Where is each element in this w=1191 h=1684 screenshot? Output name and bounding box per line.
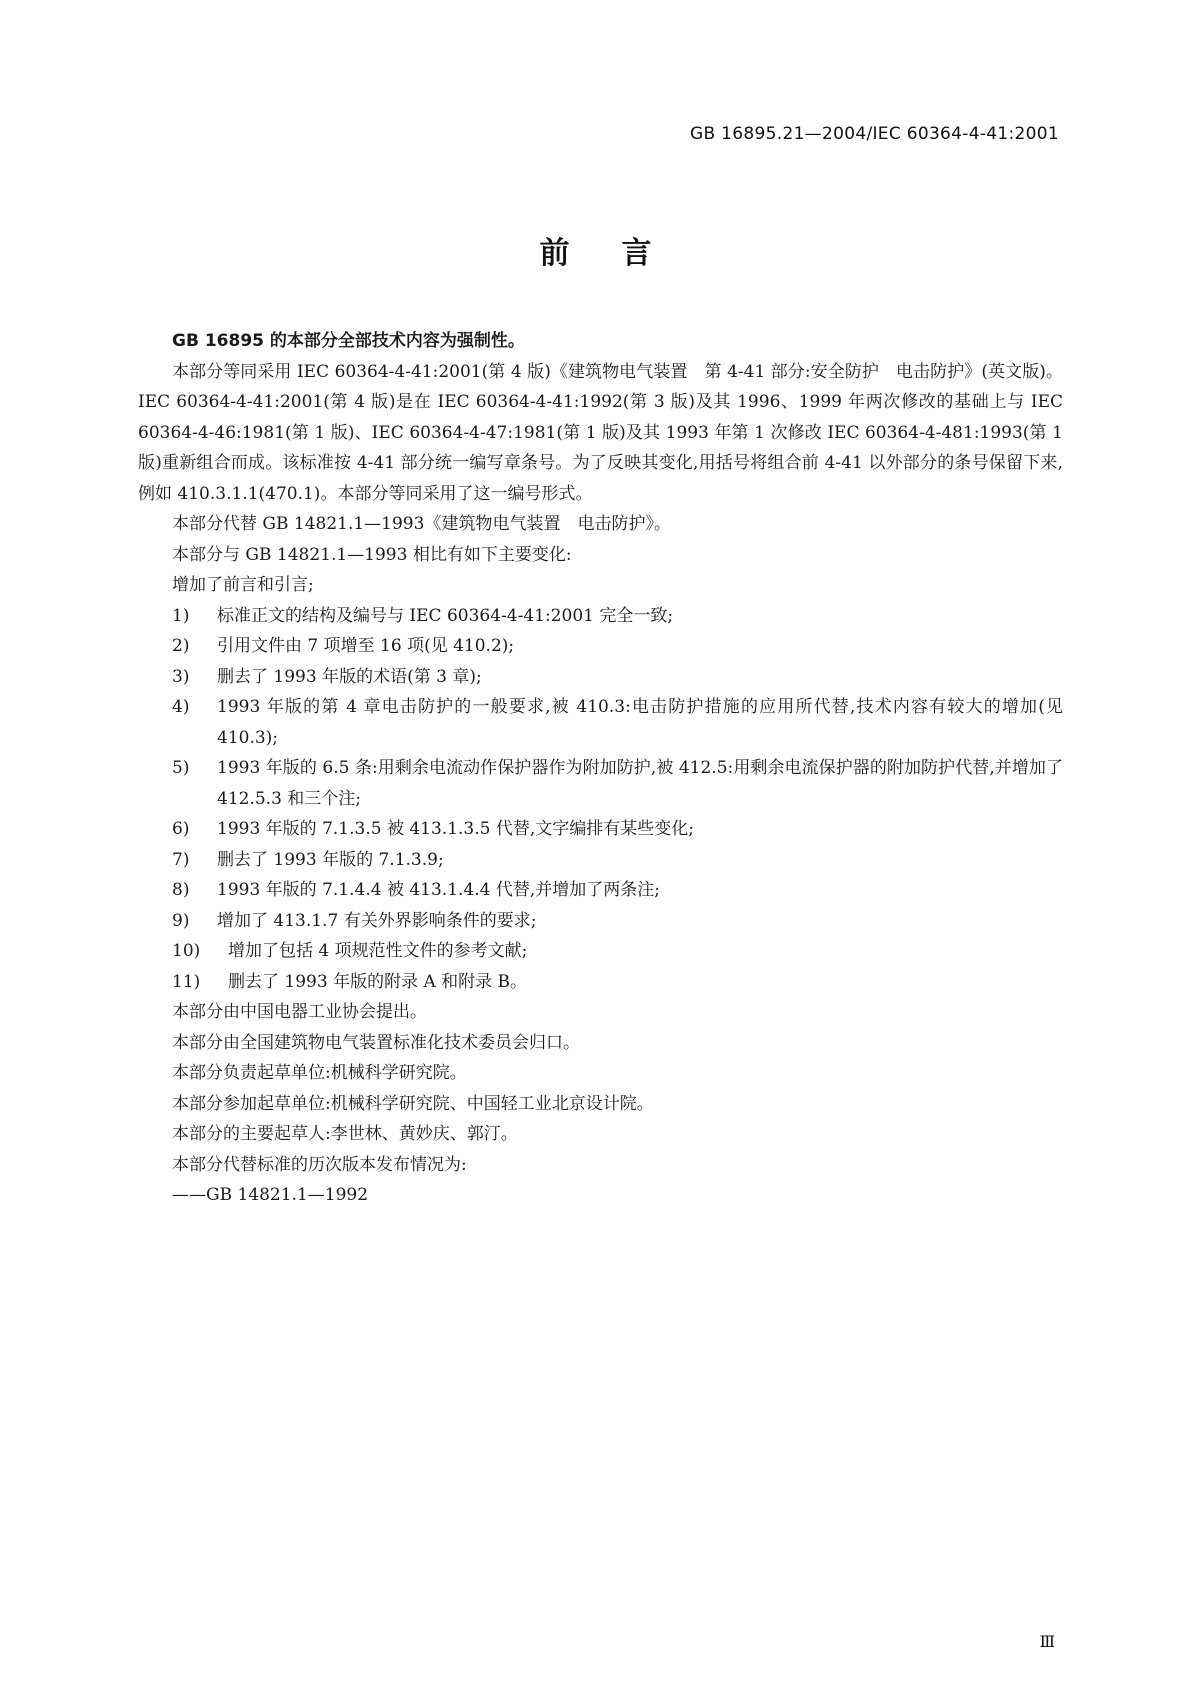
list-item-text: 增加了包括 4 项规范性文件的参考文献;	[228, 941, 528, 961]
list-item	[138, 936, 1063, 967]
added-foreword-item: 增加了前言和引言;	[172, 575, 314, 595]
centralized-by: 本部分由全国建筑物电气装置标准化技术委员会归口。	[172, 1032, 580, 1053]
changes-intro: 本部分与 GB 14821.1—1993 相比有如下主要变化:	[172, 544, 572, 565]
list-item-number: 9)	[172, 910, 190, 931]
list-item-text: 增加了 413.1.7 有关外界影响条件的要求;	[217, 910, 537, 931]
history-intro: 本部分代替标准的历次版本发布情况为:	[172, 1154, 467, 1175]
list-item-number: 10)	[172, 941, 201, 961]
list-item-text: 1993 年版的 7.1.3.5 被 413.1.3.5 代替,文字编排有某些变化;	[217, 819, 694, 839]
adoption-paragraph: 本部分等同采用 IEC 60364-4-41:2001(第 4 版)《建筑物电气装置 第 4-41 部分:安全防护 电击防护》(英文版)。IEC 60364-4-41:2001(第 4 版)是在 IEC 60364-4-41:1992(第 3 版)及其 1996、1999 年两次修改的基础上与 IEC 60364-4-46:1981(第 1 版)、IEC 60364-4-47:1981(第 1 版)及其 1993 年第 1 次修改 IEC 60364-4-481:1993(第 1 版)重新组合而成。该标准按 4-41 部分统一编写章条号。为了反映其变化,用括号将组合前 4-41 以外部分的条号保留下来,例如 410.3.1.1(470.1)。本部分等同采用了这一编号形式。	[138, 361, 1063, 504]
page-title: 前言	[539, 236, 704, 271]
list-item-number: 2)	[172, 636, 190, 656]
list-item	[138, 601, 1063, 632]
list-item	[138, 692, 1063, 753]
list-item-number: 1)	[172, 605, 190, 626]
changes-list	[138, 601, 1063, 998]
drafting-unit: 本部分负责起草单位:机械科学研究院。	[172, 1063, 467, 1083]
list-item	[138, 631, 1063, 662]
list-item-text: 删去了 1993 年版的附录 A 和附录 B。	[228, 971, 528, 992]
list-item-text: 删去了 1993 年版的术语(第 3 章);	[217, 666, 482, 687]
history-item: ——GB 14821.1—1992	[172, 1185, 369, 1205]
list-item	[138, 967, 1063, 998]
list-item-text: 1993 年版的 7.1.4.4 被 413.1.4.4 代替,并增加了两条注;	[217, 880, 660, 900]
list-item-number: 8)	[172, 880, 190, 900]
page-number: Ⅲ	[1039, 1632, 1055, 1651]
mandatory-statement: GB 16895 的本部分全部技术内容为强制性。	[172, 331, 525, 351]
list-item-text: 1993 年版的第 4 章电击防护的一般要求,被 410.3:电击防护措施的应用所代替,技术内容有较大的增加(见 410.3);	[217, 697, 1063, 748]
main-drafters: 本部分的主要起草人:李世林、黄妙庆、郭汀。	[172, 1124, 518, 1144]
list-item	[138, 814, 1063, 845]
proposed-by: 本部分由中国电器工业协会提出。	[172, 1002, 427, 1022]
replaces-paragraph: 本部分代替 GB 14821.1—1993《建筑物电气装置 电击防护》。	[172, 514, 671, 534]
participating-units: 本部分参加起草单位:机械科学研究院、中国轻工业北京设计院。	[172, 1093, 654, 1114]
foreword-body	[138, 326, 1063, 1211]
list-item-number: 7)	[172, 849, 190, 870]
list-item-text: 标准正文的结构及编号与 IEC 60364-4-41:2001 完全一致;	[217, 605, 674, 626]
list-item	[138, 845, 1063, 876]
list-item	[138, 753, 1063, 814]
list-item	[138, 875, 1063, 906]
list-item-text: 删去了 1993 年版的 7.1.3.9;	[217, 849, 444, 870]
list-item-text: 引用文件由 7 项增至 16 项(见 410.2);	[217, 636, 515, 656]
list-item-number: 4)	[172, 697, 190, 717]
list-item	[138, 662, 1063, 693]
list-item-text: 1993 年版的 6.5 条:用剩余电流动作保护器作为附加防护,被 412.5:用剩余电流保护器的附加防护代替,并增加了 412.5.3 和三个注;	[217, 758, 1063, 809]
list-item-number: 5)	[172, 758, 190, 778]
list-item-number: 6)	[172, 819, 190, 839]
standard-code-header: GB 16895.21—2004/IEC 60364-4-41:2001	[690, 124, 1059, 144]
list-item-number: 11)	[172, 971, 201, 992]
list-item	[138, 906, 1063, 937]
list-item-number: 3)	[172, 666, 190, 687]
